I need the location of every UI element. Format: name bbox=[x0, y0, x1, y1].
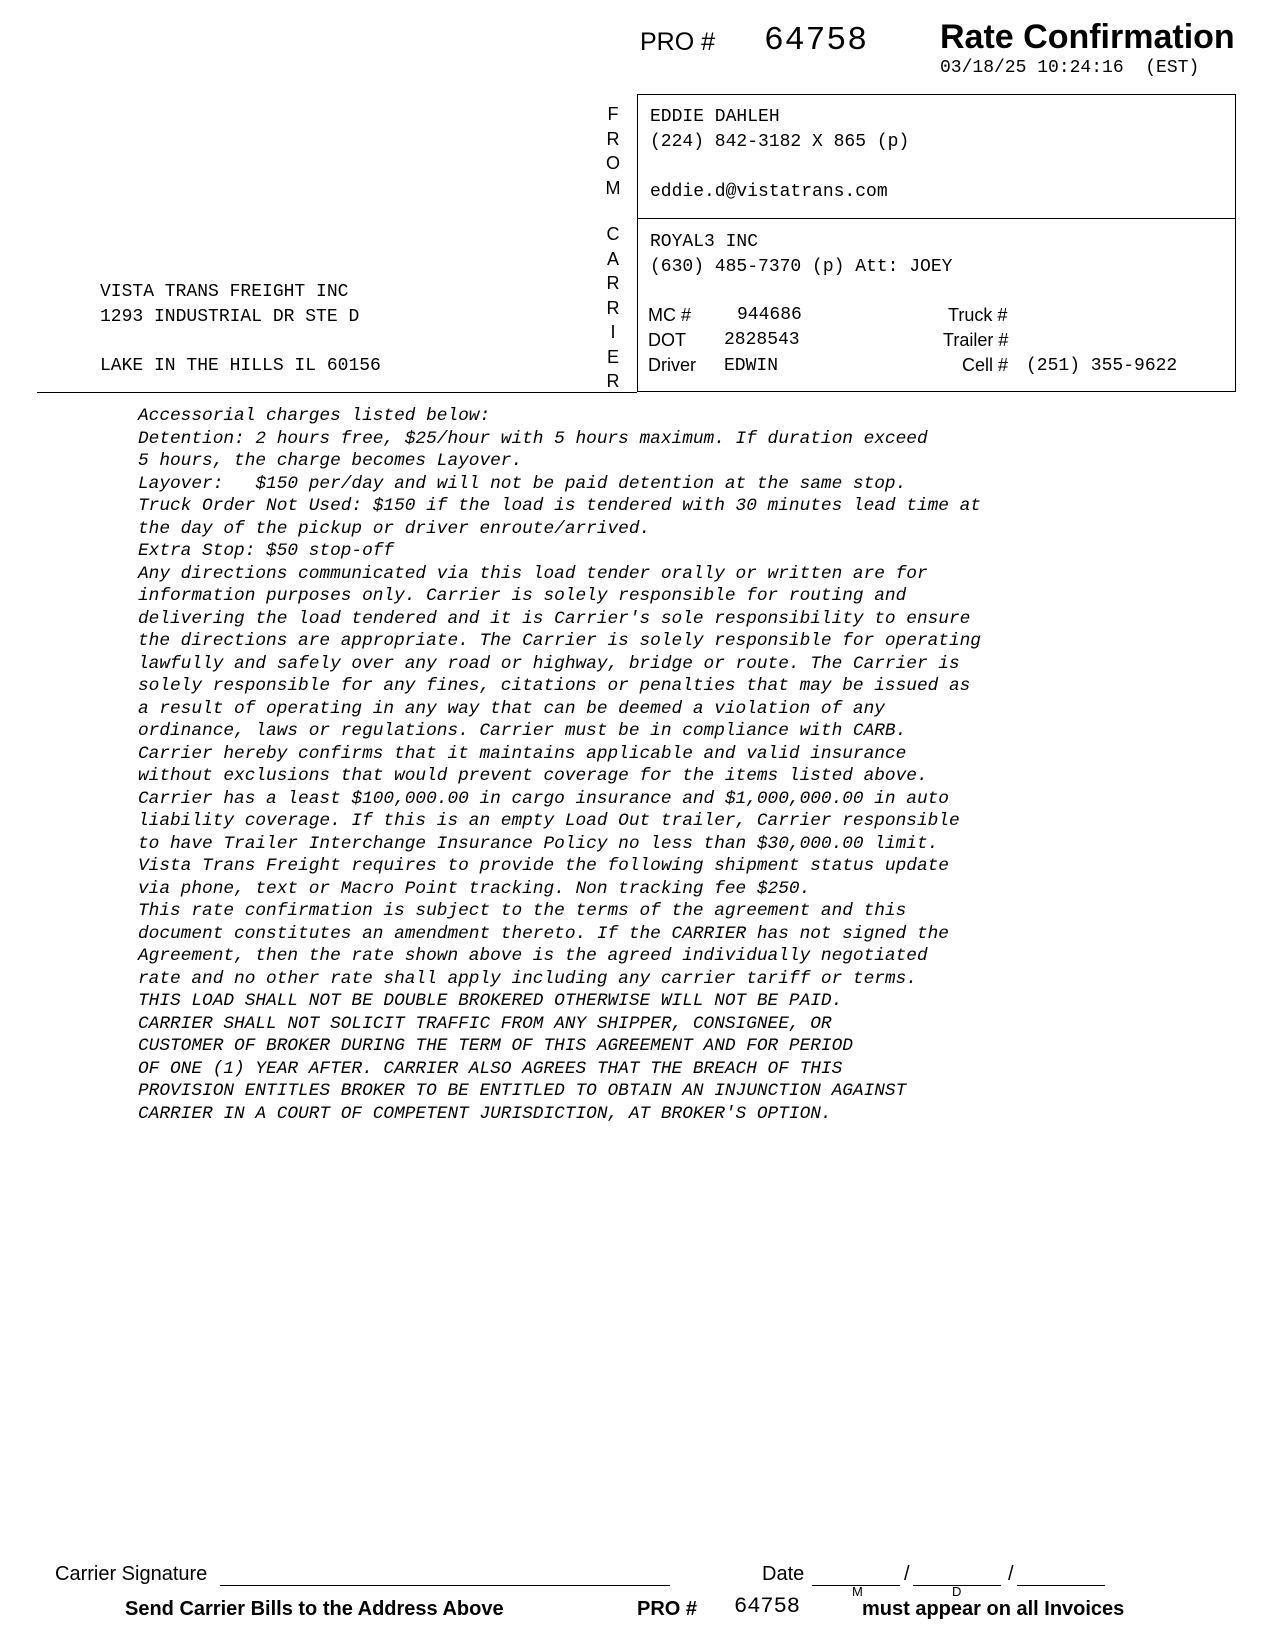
carrier-vertical-label: C A R R I E R bbox=[606, 224, 620, 391]
dot-label: DOT bbox=[648, 330, 686, 350]
carrier-phone: (630) 485-7370 (p) Att: JOEY bbox=[650, 257, 953, 277]
date-slash: / bbox=[1008, 1563, 1014, 1585]
terms-line: CARRIER SHALL NOT SOLICIT TRAFFIC FROM ANY SHIPPER, CONSIGNEE, OR bbox=[138, 1013, 832, 1034]
cell-label: Cell # bbox=[962, 355, 1009, 375]
truck-label: Truck # bbox=[948, 305, 1008, 325]
carrier-name: ROYAL3 INC bbox=[650, 232, 759, 252]
terms-line: Layover: $150 per/day and will not be paid detention at the same stop. bbox=[138, 473, 907, 494]
document-title: Rate Confirmation bbox=[940, 18, 1235, 56]
date-label: Date bbox=[762, 1563, 805, 1585]
terms-line: CUSTOMER OF BROKER DURING THE TERM OF THIS AGREEMENT AND FOR PERIOD bbox=[138, 1036, 853, 1056]
timestamp: 03/18/25 10:24:16 (EST) bbox=[940, 58, 1200, 78]
carrier-signature-label: Carrier Signature bbox=[55, 1563, 208, 1585]
terms-line: 5 hours, the charge becomes Layover. bbox=[138, 451, 523, 471]
terms-line: Detention: 2 hours free, $25/hour with 5 hours maximum. If duration exceed bbox=[138, 428, 928, 449]
terms-line: PROVISION ENTITLES BROKER TO BE ENTITLED TO OBTAIN AN INJUNCTION AGAINST bbox=[138, 1081, 907, 1101]
terms-line: document constitutes an amendment thereto. If the CARRIER has not signed the bbox=[138, 923, 949, 944]
terms-line: This rate confirmation is subject to the terms of the agreement and this bbox=[138, 901, 907, 921]
terms-line: Vista Trans Freight requires to provide the following shipment status update bbox=[138, 856, 949, 876]
terms-line: rate and no other rate shall apply including any carrier tariff or terms. bbox=[138, 968, 917, 989]
day-hint: D bbox=[952, 1584, 962, 1599]
mc-label: MC # bbox=[648, 305, 692, 325]
terms-line: ordinance, laws or regulations. Carrier must be in compliance with CARB. bbox=[138, 721, 907, 741]
footer-pro-label: PRO # bbox=[637, 1598, 698, 1620]
address-line-3: LAKE IN THE HILLS IL 60156 bbox=[100, 356, 381, 376]
terms-line: Any directions communicated via this load tender orally or written are for bbox=[138, 563, 928, 584]
terms-line: the day of the pickup or driver enroute/arrived. bbox=[138, 518, 651, 539]
date-year-line[interactable] bbox=[1017, 1585, 1105, 1586]
terms-text bbox=[138, 405, 1138, 1125]
terms-line: without exclusions that would prevent coverage for the items listed above. bbox=[138, 766, 928, 786]
terms-line: to have Trailer Interchange Insurance Policy no less than $30,000.00 limit. bbox=[138, 833, 939, 854]
terms-line: CARRIER IN A COURT OF COMPETENT JURISDICTION, AT BROKER'S OPTION. bbox=[138, 1103, 832, 1124]
dot-value: 2828543 bbox=[724, 330, 800, 350]
terms-line: information purposes only. Carrier is solely responsible for routing and bbox=[138, 586, 907, 606]
header-rule bbox=[37, 392, 637, 393]
terms-line: Agreement, then the rate shown above is the agreed individually negotiated bbox=[138, 946, 928, 966]
pro-number: 64758 bbox=[764, 22, 869, 59]
terms-line: solely responsible for any fines, citations or penalties that may be issued as bbox=[138, 676, 971, 696]
terms-line: Truck Order Not Used: $150 if the load is tendered with 30 minutes lead time at bbox=[138, 496, 981, 516]
terms-line: lawfully and safely over any road or highway, bridge or route. The Carrier is bbox=[138, 653, 960, 674]
signature-line[interactable] bbox=[220, 1585, 670, 1586]
terms-line: Extra Stop: $50 stop-off bbox=[138, 541, 395, 561]
terms-line: liability coverage. If this is an empty Load Out trailer, Carrier responsible bbox=[138, 811, 960, 831]
mc-value: 944686 bbox=[737, 305, 802, 325]
cell-value: (251) 355-9622 bbox=[1026, 356, 1178, 376]
send-bills-note: Send Carrier Bills to the Address Above bbox=[125, 1598, 504, 1620]
terms-line: delivering the load tendered and it is Carrier's sole responsibility to ensure bbox=[138, 608, 971, 629]
terms-line: a result of operating in any way that can be deemed a violation of any bbox=[138, 698, 885, 719]
from-phone: (224) 842-3182 X 865 (p) bbox=[650, 132, 910, 152]
date-slash: / bbox=[904, 1563, 910, 1585]
terms-line: OF ONE (1) YEAR AFTER. CARRIER ALSO AGREES THAT THE BREACH OF THIS bbox=[138, 1058, 843, 1079]
from-vertical-label: F R O M bbox=[605, 104, 621, 198]
month-hint: M bbox=[852, 1584, 863, 1599]
from-name: EDDIE DAHLEH bbox=[650, 107, 780, 127]
terms-line: Accessorial charges listed below: bbox=[138, 406, 491, 426]
terms-line: via phone, text or Macro Point tracking. Non tracking fee $250. bbox=[138, 878, 811, 899]
must-appear-note: must appear on all Invoices bbox=[862, 1598, 1125, 1620]
terms-line: THIS LOAD SHALL NOT BE DOUBLE BROKERED OTHERWISE WILL NOT BE PAID. bbox=[138, 991, 843, 1011]
driver-label: Driver bbox=[648, 355, 696, 375]
from-email: eddie.d@vistatrans.com bbox=[650, 182, 888, 202]
box-divider bbox=[637, 218, 1236, 219]
terms-line: Carrier hereby confirms that it maintains applicable and valid insurance bbox=[138, 743, 907, 764]
address-line-1: VISTA TRANS FREIGHT INC bbox=[100, 282, 349, 302]
terms-line: the directions are appropriate. The Carrier is solely responsible for operating bbox=[138, 631, 981, 651]
pro-label: PRO # bbox=[640, 28, 716, 56]
driver-value: EDWIN bbox=[724, 356, 779, 376]
address-line-2: 1293 INDUSTRIAL DR STE D bbox=[100, 307, 360, 327]
trailer-label: Trailer # bbox=[943, 330, 1009, 350]
terms-line: Carrier has a least $100,000.00 in cargo insurance and $1,000,000.00 in auto bbox=[138, 788, 949, 809]
footer-pro-number: 64758 bbox=[734, 1594, 801, 1619]
